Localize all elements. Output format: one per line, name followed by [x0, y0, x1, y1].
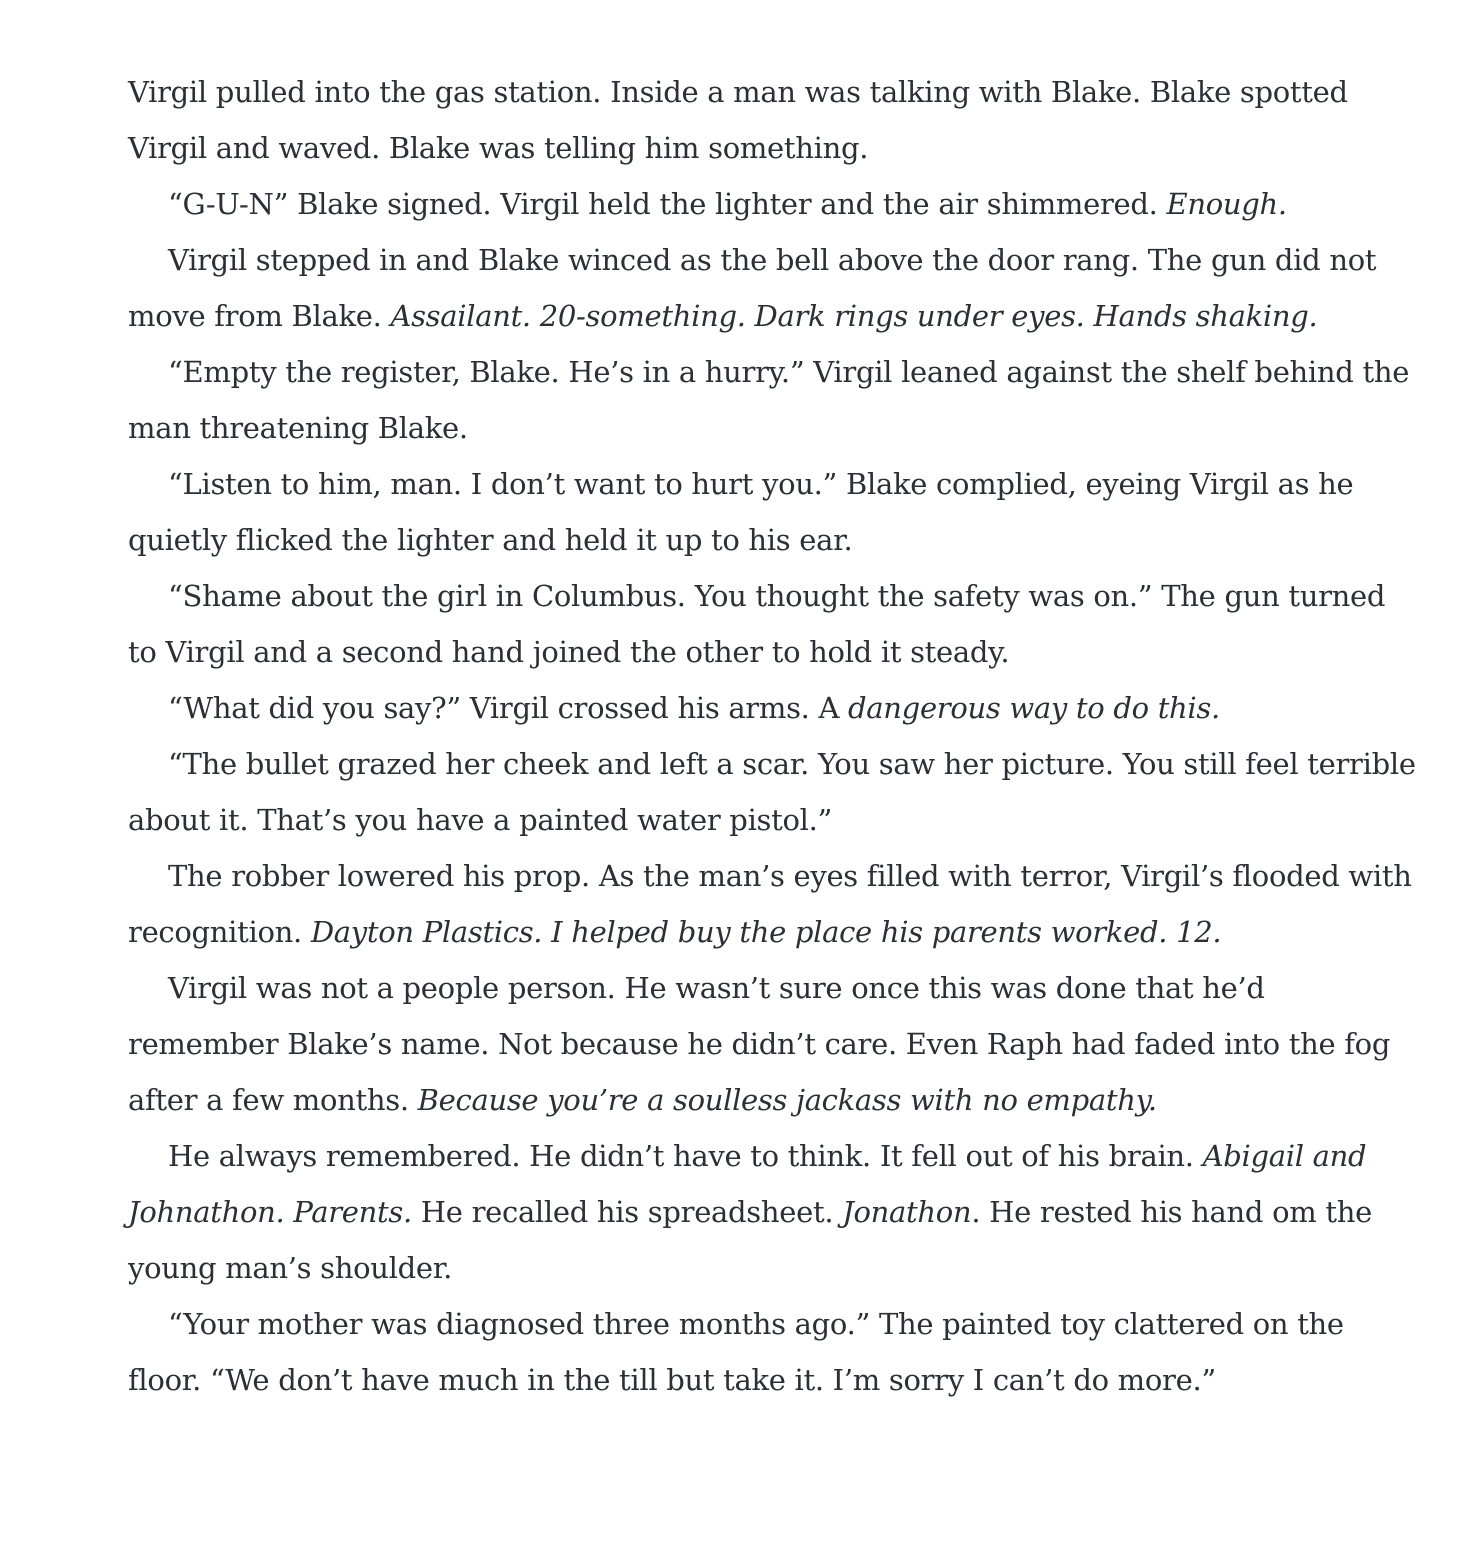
- paragraph-6: [128, 568, 1418, 680]
- paragraph-10: [128, 960, 1418, 1128]
- text-run: “Shame about the girl in Columbus. You thought the safety was on.” The gun turned to Virgil and a second hand joined the other to hold it steady.: [128, 579, 1386, 669]
- paragraph-3: [128, 232, 1418, 344]
- story-text: [128, 64, 1418, 1408]
- paragraph-8: [128, 736, 1418, 848]
- text-run: He recalled his spreadsheet.: [411, 1195, 843, 1229]
- italic-run: Because you’re a soulless jackass with no empathy.: [417, 1083, 1157, 1117]
- text-run: “Empty the register, Blake. He’s in a hurry.” Virgil leaned against the shelf behind the man threatening Blake.: [128, 355, 1410, 445]
- paragraph-1: [128, 64, 1418, 176]
- paragraph-2: [128, 176, 1418, 232]
- text-run: The robber lowered his prop. As the man’s eyes filled with terror, Virgil’s flooded with recognition.: [128, 859, 1412, 949]
- text-run: . He rested his hand om the young man’s shoulder.: [128, 1195, 1372, 1285]
- paragraph-4: [128, 344, 1418, 456]
- paragraph-12: [128, 1296, 1418, 1408]
- italic-run: Dayton Plastics. I helped buy the place his parents worked. 12.: [310, 915, 1222, 949]
- paragraph-11: [128, 1128, 1418, 1296]
- paragraph-5: [128, 456, 1418, 568]
- italic-run: Enough.: [1166, 187, 1287, 221]
- italic-run: Jonathon: [842, 1195, 972, 1229]
- text-run: Virgil stepped in and Blake winced as the bell above the door rang. The gun did not move from Blake.: [128, 243, 1377, 333]
- italic-run: Assailant. 20-something. Dark rings under eyes. Hands shaking.: [390, 299, 1318, 333]
- text-run: Virgil pulled into the gas station. Inside a man was talking with Blake. Blake spotted Virgil and waved. Blake was telling him something.: [128, 75, 1348, 165]
- text-run: He always remembered. He didn’t have to think. It fell out of his brain.: [168, 1139, 1203, 1173]
- text-run: “The bullet grazed her cheek and left a scar. You saw her picture. You still feel terrible about it. That’s you have a painted water pistol.”: [128, 747, 1416, 837]
- text-run: “Listen to him, man. I don’t want to hurt you.” Blake complied, eyeing Virgil as he quietly flicked the lighter and held it up to his ear.: [128, 467, 1354, 557]
- italic-run: Abigail and Johnathon. Parents.: [128, 1139, 1367, 1229]
- paragraph-9: [128, 848, 1418, 960]
- paragraph-7: [128, 680, 1418, 736]
- text-run: “G-U-N” Blake signed. Virgil held the lighter and the air shimmered.: [168, 187, 1167, 221]
- text-run: “What did you say?” Virgil crossed his arms. A: [168, 691, 849, 725]
- text-run: Virgil was not a people person. He wasn’t sure once this was done that he’d remember Blake’s name. Not because he didn’t care. Even Raph had faded into the fog after a few months.: [128, 971, 1391, 1117]
- text-run: “Your mother was diagnosed three months ago.” The painted toy clattered on the floor. “We don’t have much in the till but take it. I’m sorry I can’t do more.”: [128, 1307, 1344, 1397]
- italic-run: dangerous way to do this.: [848, 691, 1220, 725]
